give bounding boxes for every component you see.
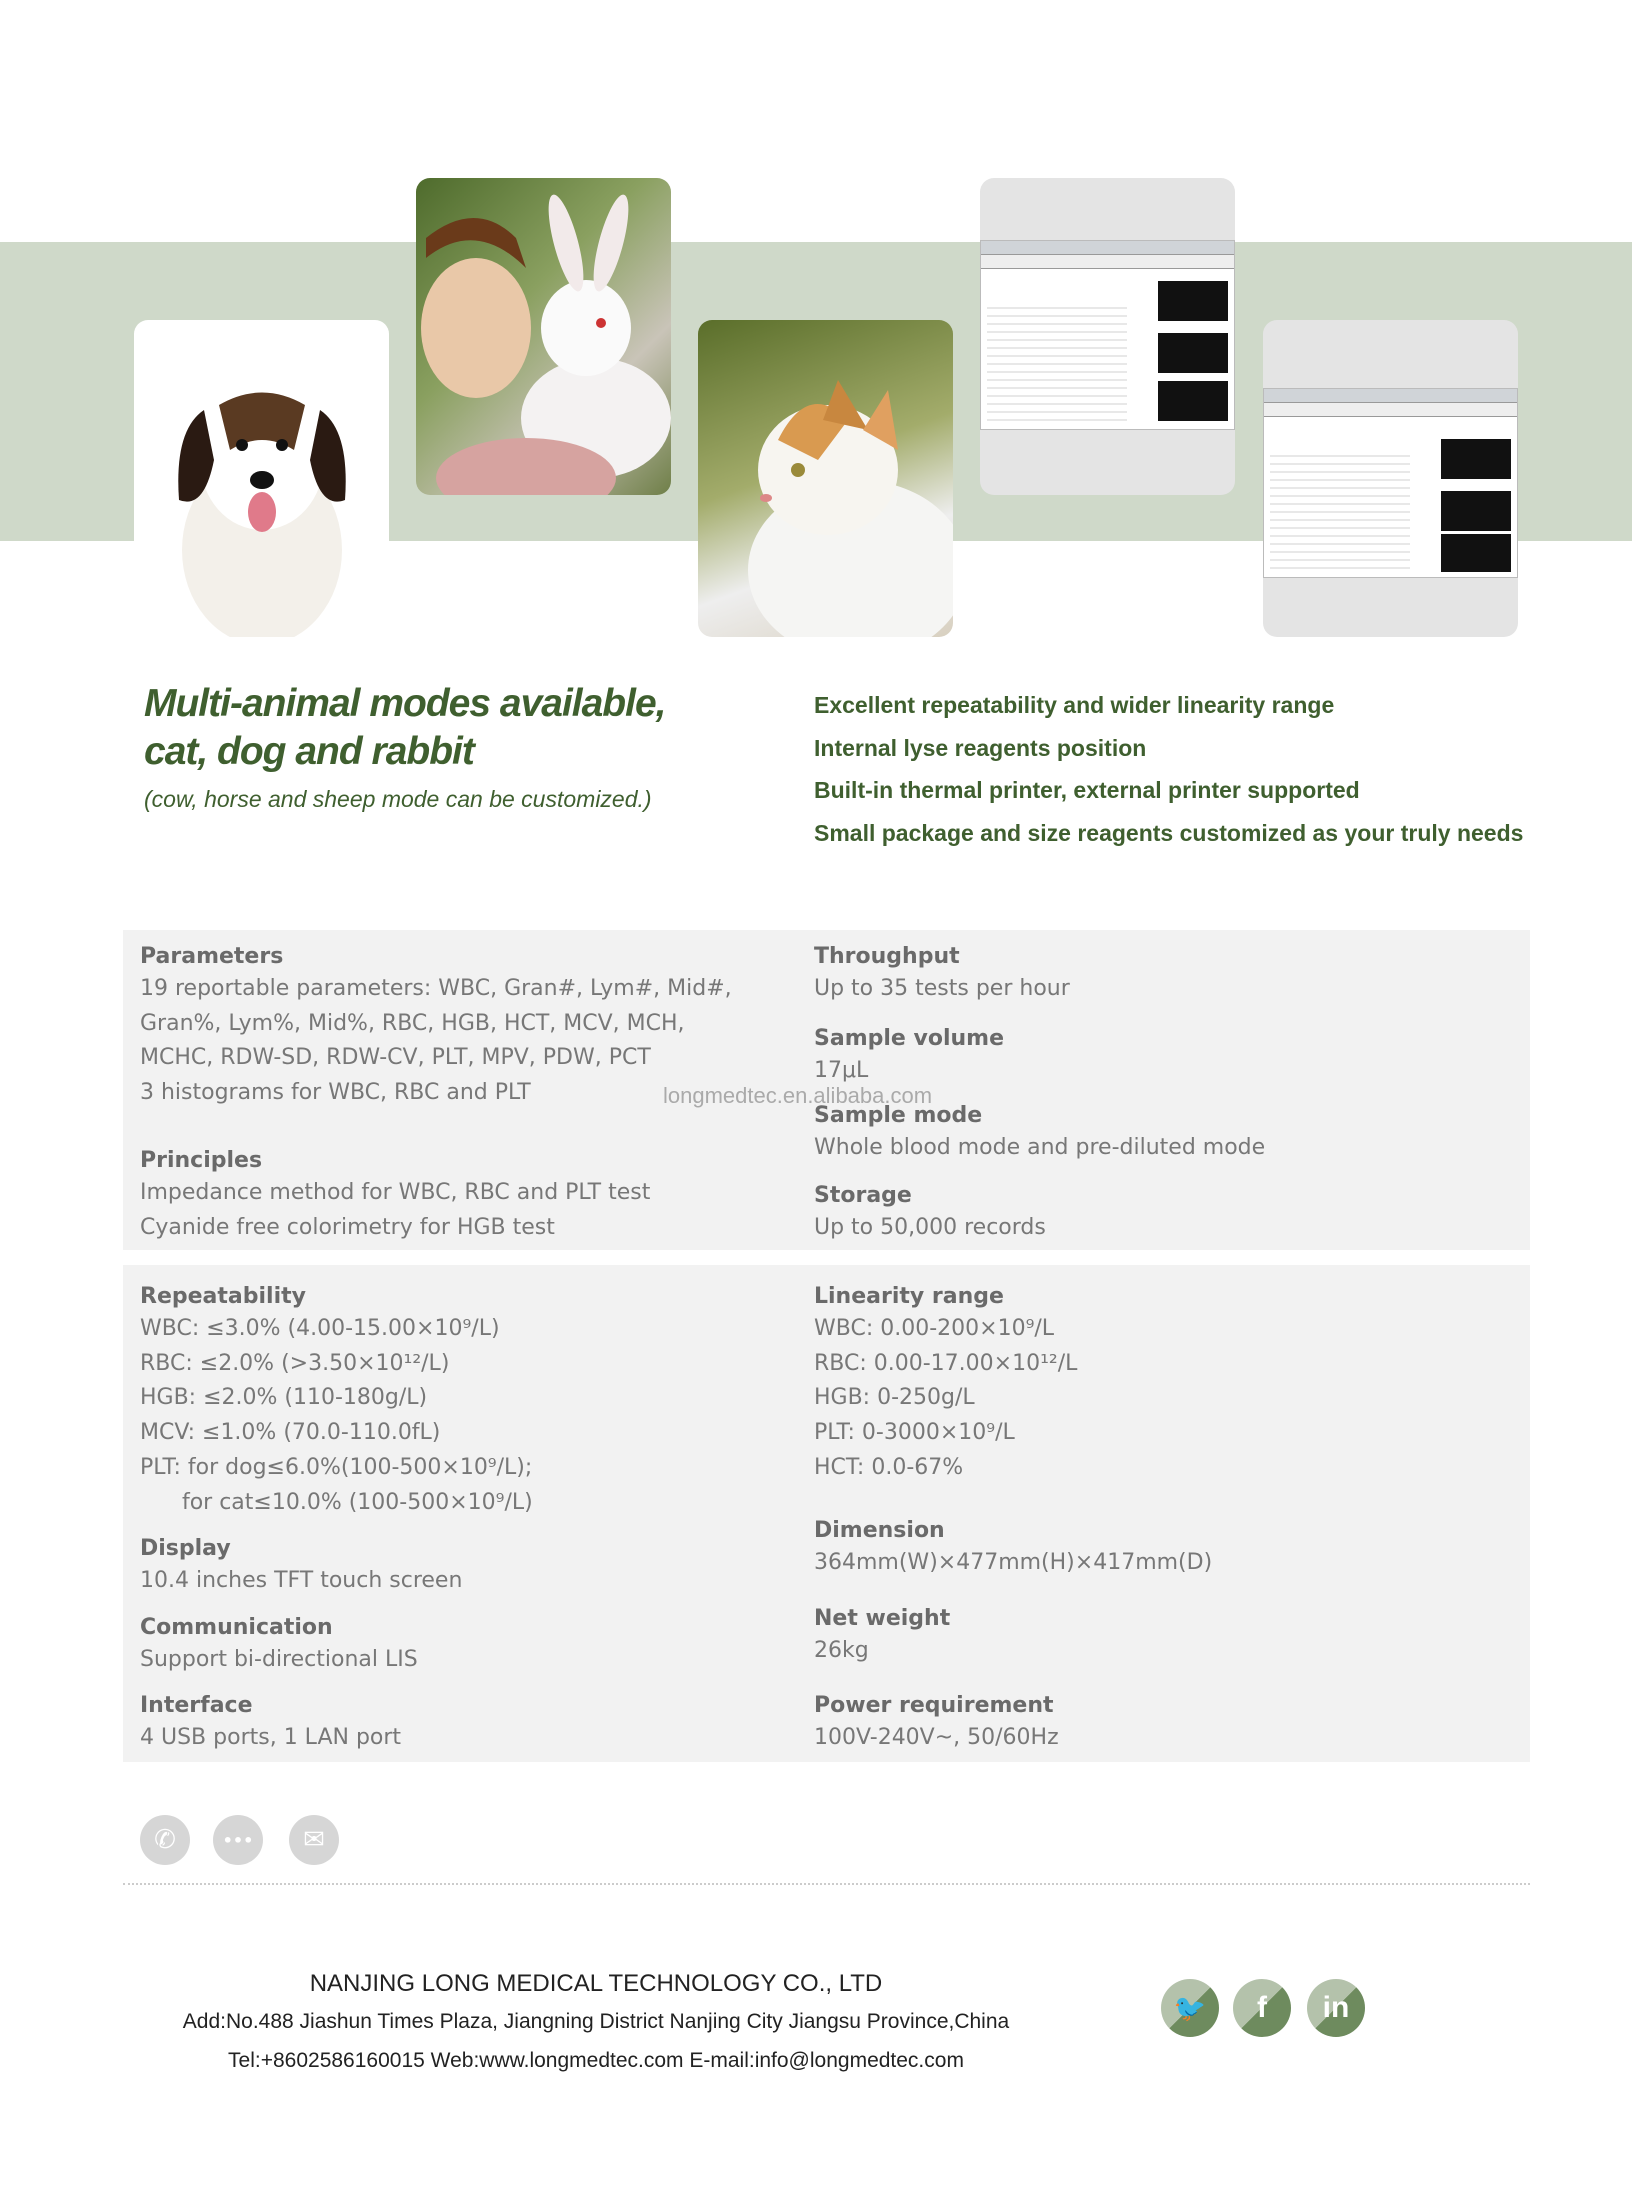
spec-label: Net weight [814,1606,951,1631]
spec-label: Communication [140,1615,333,1640]
spec-value: Whole blood mode and pre-diluted mode [814,1135,1266,1160]
analyzer-screen-2 [1263,320,1518,637]
spec-value: Up to 50,000 records [814,1215,1046,1240]
spec-communication [140,1613,418,1678]
spec-sample-volume [814,1024,1004,1089]
company-name: NANJING LONG MEDICAL TECHNOLOGY CO., LTD [309,1970,883,1997]
spec-principles [140,1146,650,1245]
headline [144,680,666,776]
twitter-icon[interactable]: 🐦 [1161,1979,1219,2037]
feature-item: Excellent repeatability and wider linearity range [814,692,1335,718]
spec-storage [814,1181,1046,1246]
spec-value: WBC: 0.00-200×10⁹/L RBC: 0.00-17.00×10¹²/L HGB: 0-250g/L PLT: 0-3000×10⁹/L HCT: 0.0-67% [814,1316,1078,1480]
feature-item: Built-in thermal printer, external printer supported [814,777,1360,803]
spec-throughput [814,942,1070,1007]
spec-value: 364mm(W)×477mm(H)×417mm(D) [814,1550,1213,1575]
mail-icon[interactable]: ✉ [289,1815,339,1865]
spec-dimension [814,1516,1212,1581]
spec-value: 26kg [814,1638,869,1663]
chat-icon[interactable]: ••• [213,1815,263,1865]
spec-power [814,1691,1059,1756]
feature-item: Internal lyse reagents position [814,734,1147,761]
spec-value: 17μL [814,1058,869,1083]
spec-label: Display [140,1536,231,1561]
headline-subtitle: (cow, horse and sheep mode can be customized.) [144,786,652,812]
spec-label: Parameters [140,944,284,969]
spec-label: Throughput [814,944,960,969]
spec-display [140,1534,462,1599]
spec-linearity [814,1282,1077,1486]
feature-list [814,684,1523,854]
girl-with-rabbit-photo [416,178,671,495]
spec-value: 100V-240V~, 50/60Hz [814,1725,1059,1750]
spec-repeatability [140,1282,533,1520]
phone-icon[interactable]: ✆ [140,1815,190,1865]
spec-interface [140,1691,401,1756]
spec-label: Power requirement [814,1693,1054,1718]
spec-label: Sample volume [814,1026,1004,1051]
company-address: Add:No.488 Jiashun Times Plaza, Jiangning District Nanjing City Jiangsu Province,China [182,2010,1010,2033]
spec-value: WBC: ≤3.0% (4.00-15.00×10⁹/L) RBC: ≤2.0% (>3.50×10¹²/L) HGB: ≤2.0% (110-180g/L) MCV: ≤1.0% (70.0-110.0fL) PLT: for dog≤6.0%(100-500×10⁹/L); for cat≤10.0% (100-500×10⁹/L) [140,1316,533,1515]
spec-parameters [140,942,732,1111]
spec-value: Impedance method for WBC, RBC and PLT test Cyanide free colorimetry for HGB test [140,1180,651,1240]
watermark: longmedtec.en.alibaba.com [663,1083,933,1108]
spec-sample-mode [814,1101,1265,1166]
spec-value: 4 USB ports, 1 LAN port [140,1725,402,1750]
divider [123,1883,1530,1885]
spec-label: Principles [140,1148,263,1173]
spec-value: 10.4 inches TFT touch screen [140,1568,463,1593]
facebook-icon[interactable]: f [1233,1979,1291,2037]
headline-line-2: cat, dog and rabbit [144,730,474,773]
spec-label: Repeatability [140,1284,306,1309]
spec-label: Storage [814,1183,912,1208]
headline-line-1: Multi-animal modes available, [144,682,666,725]
spec-label: Interface [140,1693,253,1718]
dog-photo [134,320,389,637]
spec-label: Dimension [814,1518,945,1543]
spec-value: Up to 35 tests per hour [814,976,1070,1001]
feature-item: Small package and size reagents customized as your truly needs [814,819,1524,846]
spec-value: 19 reportable parameters: WBC, Gran#, Lym#, Mid#, Gran%, Lym%, Mid%, RBC, HGB, HCT, MCV, MCH, MCHC, RDW-SD, RDW-CV, PLT, MPV, PDW, PCT 3 histograms for WBC, RBC and PLT [140,976,732,1106]
spec-net-weight [814,1604,950,1669]
spec-label: Linearity range [814,1284,1004,1309]
linkedin-icon[interactable]: in [1307,1979,1365,2037]
spec-value: Support bi-directional LIS [140,1647,418,1672]
company-contact: Tel:+8602586160015 Web:www.longmedtec.com E-mail:info@longmedtec.com [228,2049,964,2072]
cat-photo [698,320,953,637]
analyzer-screen-1 [980,178,1235,495]
spec-label: Sample mode [814,1103,983,1128]
